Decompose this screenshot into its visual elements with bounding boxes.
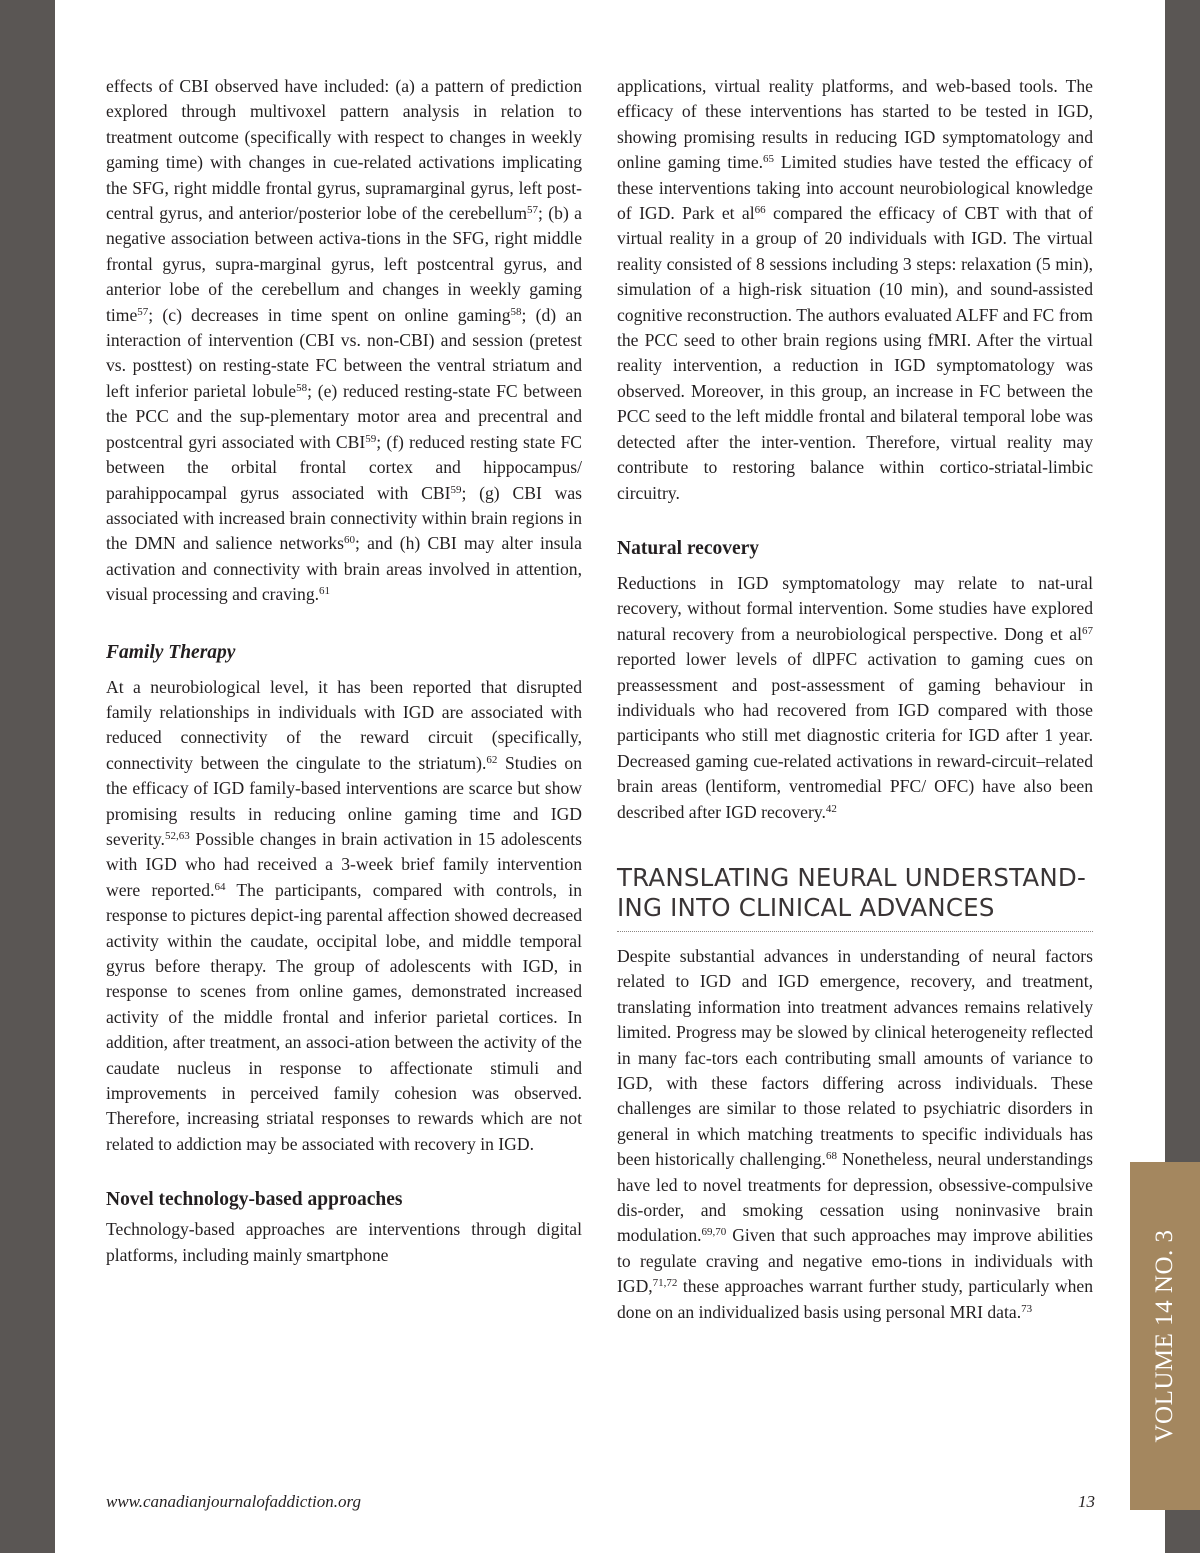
reference: 73: [1021, 1302, 1033, 1315]
technology-approaches-heading: Novel technology-based approaches: [106, 1189, 403, 1211]
reference: 64: [214, 880, 226, 893]
page: [55, 0, 1165, 1553]
reference: 69,70: [701, 1226, 727, 1239]
journal-url: www.canadianjournalofaddiction.org: [106, 1492, 362, 1511]
reference: 61: [319, 585, 331, 598]
clinical-advances-paragraph: Despite substantial advances in understanding of neural factors related to IGD and IGD emergence, recovery, and treatment, translating information into treatment advances remains relatively limited. Progress may be slowed by clinical heterogeneity reflected in many fac-tors each contributing small amounts of variance to IGD, with these factors differing across individuals. These challenges are similar to those related to psychiatric disorders in general in which matching treatments to specific individuals has been historically challenging.$^{68}$ Nonetheless, neural understandings have led to novel treatments for depression, obsessive-compulsive dis-order, and smoking cessation using noninvasive brain modulation.$^{69,70}$ Given that such approaches may improve abilities to regulate craving and negative emo-tions in individuals with IGD,$^{71,72}$ these approaches warrant further study, particularly when done on an individualized basis using personal MRI data.$^{73}$: [617, 945, 1093, 1322]
reference: 59: [365, 432, 377, 445]
reference: 52,63: [164, 829, 190, 842]
cbi-effects-paragraph: effects of CBI observed have included: (a) a pattern of prediction explored through multivoxel pattern analysis in relation to treatment outcome (specifically with respect to changes in weekly gaming time) with changes in cue-related activations implicating the SFG, right middle frontal gyrus, supramarginal gyrus, left post-central gyrus, and anterior/posterior lobe of the cerebellum$^{57}$; (b) a negative association between activa-tions in the SFG, right middle frontal gyrus, supra-marginal gyrus, left postcentral gyrus, and anterior lobe of the cerebellum and changes in weekly gaming time$^{57}$; (c) decreases in time spent on online gaming$^{58}$; (d) an interaction of intervention (CBI vs. non-CBI) and session (pretest vs. posttest) on resting-state FC between the ventral striatum and left inferior parietal lobule$^{58}$; (e) reduced resting-state FC between the PCC and the sup-plementary motor area and precentral and postcentral gyri associated with CBI$^{59}$; (f) reduced resting state FC between the orbital frontal cortex and hippocampus/ parahippocampal gyrus associated with CBI$^{59}$; (g) CBI was associated with increased brain connectivity within brain regions in the DMN and salience networks$^{60}$; and (h) CBI may alter insula activation and connectivity with brain areas involved in attention, visual processing and craving.$^{61}$: [106, 76, 583, 605]
left-column: [106, 74, 582, 1268]
reference: 57: [527, 204, 539, 217]
page-number: 13: [1078, 1492, 1095, 1511]
volume-label: VOLUME 14 NO. 3: [1151, 1229, 1178, 1443]
reference: 65: [763, 153, 775, 166]
reference: 59: [450, 483, 462, 496]
reference: 67: [1082, 624, 1093, 637]
section-heading-line-1: TRANSLATING NEURAL UNDERSTAND-: [617, 862, 1086, 892]
reference: 66: [754, 204, 766, 217]
reference: 60: [343, 534, 355, 547]
dotted-divider: [617, 931, 1093, 932]
reference: 71,72: [652, 1277, 678, 1290]
reference: 62: [486, 753, 498, 766]
reference: 58: [510, 305, 522, 318]
reference: 42: [825, 802, 837, 815]
natural-recovery-paragraph: Reductions in IGD symptomatology may relate to nat-ural recovery, without formal intervention. Some studies have explored natural recovery from a neurobiological perspective. Dong et $al^{67}$ reported lower levels of dlPFC activation to gaming cues on preassessment and post-assessment of gaming behaviour in individuals who had recovered from IGD compared with those participants who still met diagnostic criteria for IGD after 1 year. Decreased gaming cue-related activations in reward-circuit–related brain areas (lentiform, ventromedial PFC/ OFC) have also been described after IGD recovery.$^{42}$: [617, 572, 1093, 822]
technology-approaches-paragraph: Technology-based approaches are interventions through digital platforms, including mainly smartphone: [106, 1219, 582, 1265]
family-therapy-heading: Family Therapy: [106, 641, 236, 663]
family-therapy-paragraph: At a neurobiological level, it has been reported that disrupted family relationships in individuals with IGD are associated with reduced connectivity of the reward circuit (specifically, connectivity between the cingulate to the striatum).$^{62}$ Studies on the efficacy of IGD family-based interventions are scarce but show promising results in reducing online gaming time and IGD severity.$^{52,63}$ Possible changes in brain activation in 15 adolescents with IGD who had received a 3-week brief family intervention were reported.$^{64}$ The participants, compared with controls, in response to pictures depict-ing parental affection showed decreased activity within the caudate, occipital lobe, and middle temporal gyrus before therapy. The group of adolescents with IGD, in response to scenes from online games, demonstrated increased activity of the middle frontal and inferior parietal cortices. In addition, after treatment, an associ-ation between the activity of the caudate nucleus in response to affectionate stimuli and improvements in perceived family cohesion was observed. Therefore, increasing striatal responses to rewards which are not related to addiction may be associated with recovery in IGD.: [106, 676, 582, 1154]
reference: 58: [296, 381, 308, 394]
reference: 57: [137, 305, 149, 318]
section-heading: [617, 863, 1093, 923]
right-column: [617, 74, 1093, 1325]
section-heading-line-2: ING INTO CLINICAL ADVANCES: [617, 892, 995, 922]
virtual-reality-paragraph: applications, virtual reality platforms, and web-based tools. The efficacy of these interventions has started to be tested in IGD, showing promising results in reducing IGD symptomatology and online gaming time.$^{65}$ Limited studies have tested the efficacy of these interventions taking into account neurobiological knowledge of IGD. Park et $al^{66}$ compared the efficacy of CBT with that of virtual reality in a group of 20 individuals with IGD. The virtual reality consisted of 8 sessions including 3 steps: relaxation (5 min), simulation of a high-risk situation (10 min), and sound-assisted cognitive reconstruction. The authors evaluated ALFF and FC from the PCC seed to other brain regions using fMRI. After the virtual reality intervention, a reduction in IGD symptomatology was observed. Moreover, in this group, an increase in FC between the PCC seed to the left middle frontal and bilateral temporal lobe was detected after the inter-vention. Therefore, virtual reality may contribute to restoring balance within cortico-striatal-limbic circuitry.: [617, 76, 1094, 503]
natural-recovery-heading: Natural recovery: [617, 537, 760, 559]
reference: 68: [825, 1150, 837, 1163]
